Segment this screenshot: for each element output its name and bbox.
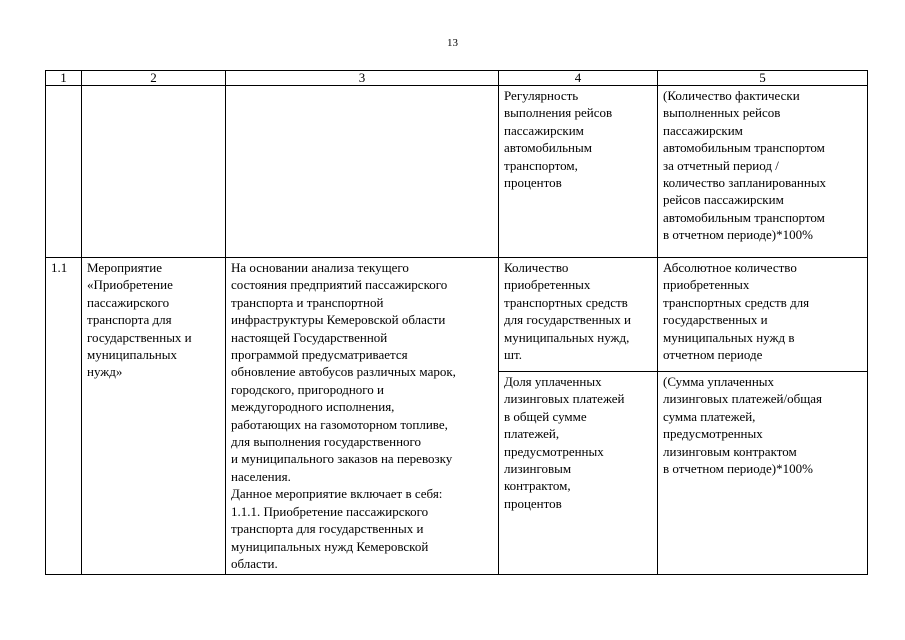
table-header-row [46,71,868,86]
indicator-cell: Доля уплаченных лизинговых платежей в общей сумме платежей, предусмотренных лизинговым контрактом, процентов [499,372,658,575]
table-row [46,258,868,372]
header-cell: 5 [658,71,868,86]
table-row [46,86,868,258]
formula-cell: (Сумма уплаченных лизинговых платежей/общая сумма платежей, предусмотренных лизинговым контрактом в отчетном периоде)*100% [658,372,868,575]
measure-description-cell: На основании анализа текущего состояния предприятий пассажирского транспорта и транспортной инфраструктуры Кемеровской области настоящей Государственной программой предусматривается обновление автобусов различных марок, городского, пригородного и междугородного исполнения, работающих на газомоторном топливе, для выполнения государственного и муниципального заказов на перевозку населения. Данное мероприятие включает в себя: 1.1.1. Приобретение пассажирского транспорта для государственных и муниципальных нужд Кемеровской области. [226,258,499,575]
header-cell: 1 [46,71,82,86]
header-cell: 4 [499,71,658,86]
formula-cell: (Количество фактически выполненных рейсов пассажирским автомобильным транспортом за отчетный период / количество запланированных рейсов пассажирским автомобильным транспортом в отчетном периоде)*100% [658,86,868,258]
page-number: 13 [447,37,458,49]
header-cell: 3 [226,71,499,86]
header-cell: 2 [82,71,226,86]
empty-cell [46,86,82,258]
empty-cell [82,86,226,258]
indicator-cell: Количество приобретенных транспортных средств для государственных и муниципальных нужд, шт. [499,258,658,372]
measure-name-cell: Мероприятие «Приобретение пассажирского транспорта для государственных и муниципальных нужд» [82,258,226,575]
formula-cell: Абсолютное количество приобретенных транспортных средств для государственных и муниципальных нужд в отчетном периоде [658,258,868,372]
indicator-cell: Регулярность выполнения рейсов пассажирским автомобильным транспортом, процентов [499,86,658,258]
empty-cell [226,86,499,258]
row-number-cell: 1.1 [46,258,82,575]
indicators-table [45,70,868,575]
